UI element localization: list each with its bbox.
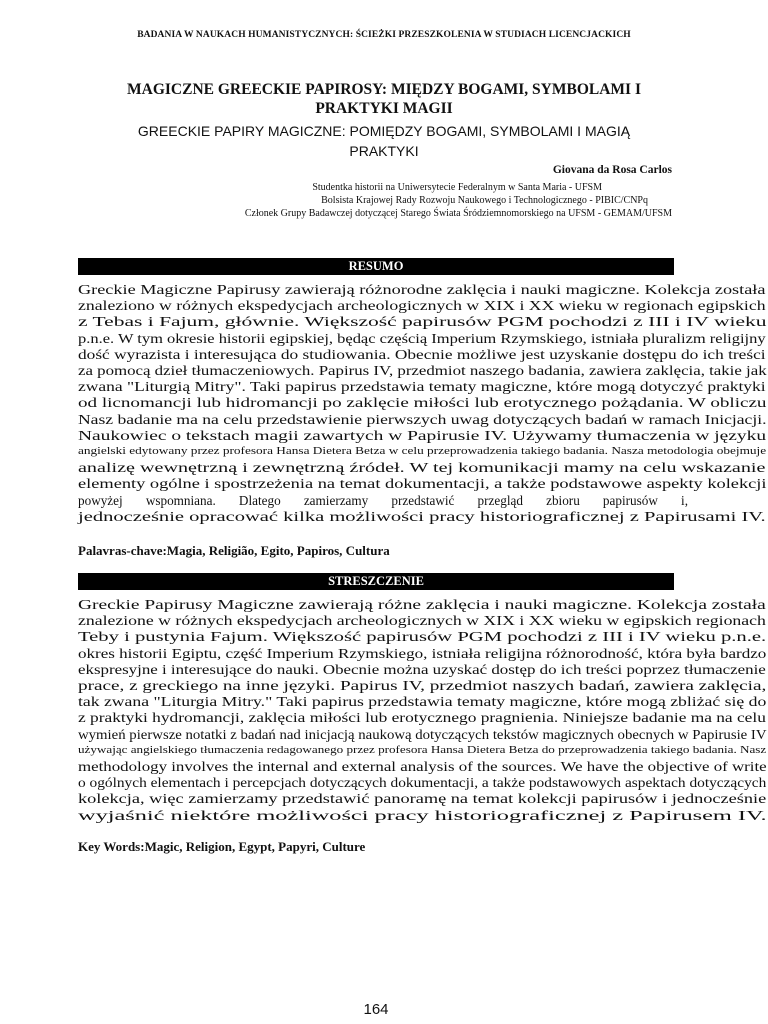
resumo-heading: RESUMO	[78, 258, 674, 275]
streszczenie-line: tak zwana "Liturgia Mitry." Taki papirus przedstawia tematy magiczne, które mogą zbliżać się do	[78, 694, 767, 710]
streszczenie-line: o ogólnych elementach i percepcjach dotyczących dokumentacji, a także podstawowych aspektach dotyczących	[78, 775, 767, 791]
streszczenie-keywords: Key Words:Magic, Religion, Egypt, Papyri, Culture	[78, 839, 366, 854]
streszczenie-line: okres historii Egiptu, część Imperium Rzymskiego, istniała religijna różnorodność, która była bardzo	[78, 645, 767, 661]
streszczenie-line: methodology involves the internal and external analysis of the sources. We have the objective of write	[78, 759, 767, 775]
resumo-line: zwana "Liturgią Mitry". Taki papirus przedstawia tematy magiczne, które mogą dotyczyć praktyki	[78, 379, 766, 395]
author-affiliation-3: Członek Grupy Badawczej dotyczącej Starego Świata Śródziemnomorskiego na UFSM - GEMAM/UFSM	[244, 208, 672, 219]
paper-title-line-2: PRAKTYKI MAGII	[315, 100, 453, 117]
paper-alternate-title-line-1: GREECKIE PAPIRY MAGICZNE: POMIĘDZY BOGAMI, SYMBOLAMI I MAGIĄ	[137, 123, 631, 139]
resumo-keywords: Palavras-chave:Magia, Religião, Egito, Papiros, Cultura	[78, 543, 390, 558]
streszczenie-line: kolekcja, więc zamierzamy przedstawić panoramę na temat kolekcji papirusów i jednocześnie	[78, 791, 767, 807]
author-affiliation-1: Studentka historii na Uniwersytecie Federalnym w Santa Maria - UFSM	[312, 182, 602, 193]
streszczenie-heading: STRESZCZENIE	[78, 573, 674, 590]
paper-title-line-1: MAGICZNE GREECKIE PAPIROSY: MIĘDZY BOGAMI, SYMBOLAMI I	[127, 81, 641, 98]
streszczenie-line: Teby i pustynia Fajum. Większość papirusów PGM pochodzi z III i IV wieku p.n.e.	[78, 629, 767, 645]
resumo-line: znaleziono w różnych ekspedycjach archeologicznych w XIX i XX wieku w regionach egipskich	[78, 298, 766, 314]
resumo-line: p.n.e. W tym okresie historii egipskiej, będąc częścią Imperium Rzymskiego, istniała pluralizm religijny	[78, 330, 766, 346]
streszczenie-line: wymień pierwsze notatki z badań nad inicjacją naukową dotyczących tekstów magicznych obecnych w Papirusie IV	[78, 726, 767, 742]
streszczenie-line: używając angielskiego tłumaczenia redagowanego przez profesora Hansa Dietera Betza do przeprowadzenia takiego badania. Nasz	[78, 744, 767, 756]
streszczenie-line: ekspresyjne i interesujące do nauki. Obecnie można uzyskać dostęp do ich treści poprzez tłumaczenie	[78, 661, 766, 677]
streszczenie-line: prace, z greckiego na inne języki. Papirus IV, przedmiot naszych badań, zawiera zaklęcia,	[78, 678, 767, 694]
resumo-line: analizę wewnętrzną i zewnętrzną źródeł. W tej komunikacji mamy na celu wskazanie	[78, 460, 766, 476]
resumo-line: jednocześnie opracować kilka możliwości pracy historiograficznej z Papirusami IV.	[78, 508, 766, 524]
streszczenie-line: z praktyki hydromancji, zaklęcia miłości lub erotycznego pragnienia. Niniejsze badanie ma na celu	[78, 710, 766, 726]
resumo-line: z Tebas i Fajum, głównie. Większość papirusów PGM pochodzi z III i IV wieku	[78, 314, 767, 330]
resumo-line: Naukowiec o tekstach magii zawartych w Papirusie IV. Używamy tłumaczenia w języku	[78, 427, 767, 443]
author-name: Giovana da Rosa Carlos	[552, 164, 672, 176]
streszczenie-line: wyjaśnić niektóre możliwości pracy historiograficznej z Papirusem IV.	[78, 807, 767, 823]
streszczenie-line: Greckie Papirusy Magiczne zawierają różne zaklęcia i nauki magiczne. Kolekcja została	[78, 597, 766, 612]
paper-alternate-title	[70, 121, 698, 161]
paper-alternate-title-line-2: PRAKTYKI	[349, 143, 419, 159]
resumo-paragraph	[78, 282, 768, 525]
resumo-line: za pomocą dzieł tłumaczeniowych. Papirus IV, przedmiot naszego badania, zawiera zaklęcia, takie jak	[78, 363, 767, 379]
streszczenie-paragraph	[78, 597, 768, 824]
resumo-line: od licnomancji lub hidromancji po zaklęcie miłości lub erotycznego pożądania. W obliczu	[78, 395, 767, 411]
streszczenie-line: znalezione w różnych ekspedycjach archeologicznych w XIX i XX wieku w egipskich regionach	[78, 613, 766, 629]
resumo-line: Greckie Magiczne Papirusy zawierają różnorodne zaklęcia i nauki magiczne. Kolekcja została	[78, 282, 766, 297]
resumo-line: elementy ogólne i spostrzeżenia na temat dokumentacji, a także podstawowe aspekty kolekcji	[78, 476, 767, 492]
resumo-line: dość wyrazista i interesująca do studiowania. Obecnie możliwe jest uzyskanie dostępu do ich treści	[78, 346, 766, 362]
page-number: 164	[363, 1001, 389, 1018]
resumo-line: Nasz badanie ma na celu przedstawienie pierwszych uwag dotyczących badań w ramach Inicjacji.	[78, 411, 767, 427]
resumo-line: powyżej wspomniana. Dlatego zamierzamy przedstawić przegląd zbioru papirusów i,	[78, 492, 688, 508]
running-head: BADANIA W NAUKACH HUMANISTYCZNYCH: ŚCIEŻKI PRZESZKOLENIA W STUDIACH LICENCJACKICH	[137, 30, 631, 40]
author-affiliation-2: Bolsista Krajowej Rady Rozwoju Naukowego i Technologicznego - PIBIC/CNPq	[321, 195, 648, 206]
resumo-line: angielski edytowany przez profesora Hansa Dietera Betza w celu przeprowadzenia takiego badania. Nasza metodologia obejmuje	[78, 446, 767, 458]
paper-title	[70, 80, 698, 118]
